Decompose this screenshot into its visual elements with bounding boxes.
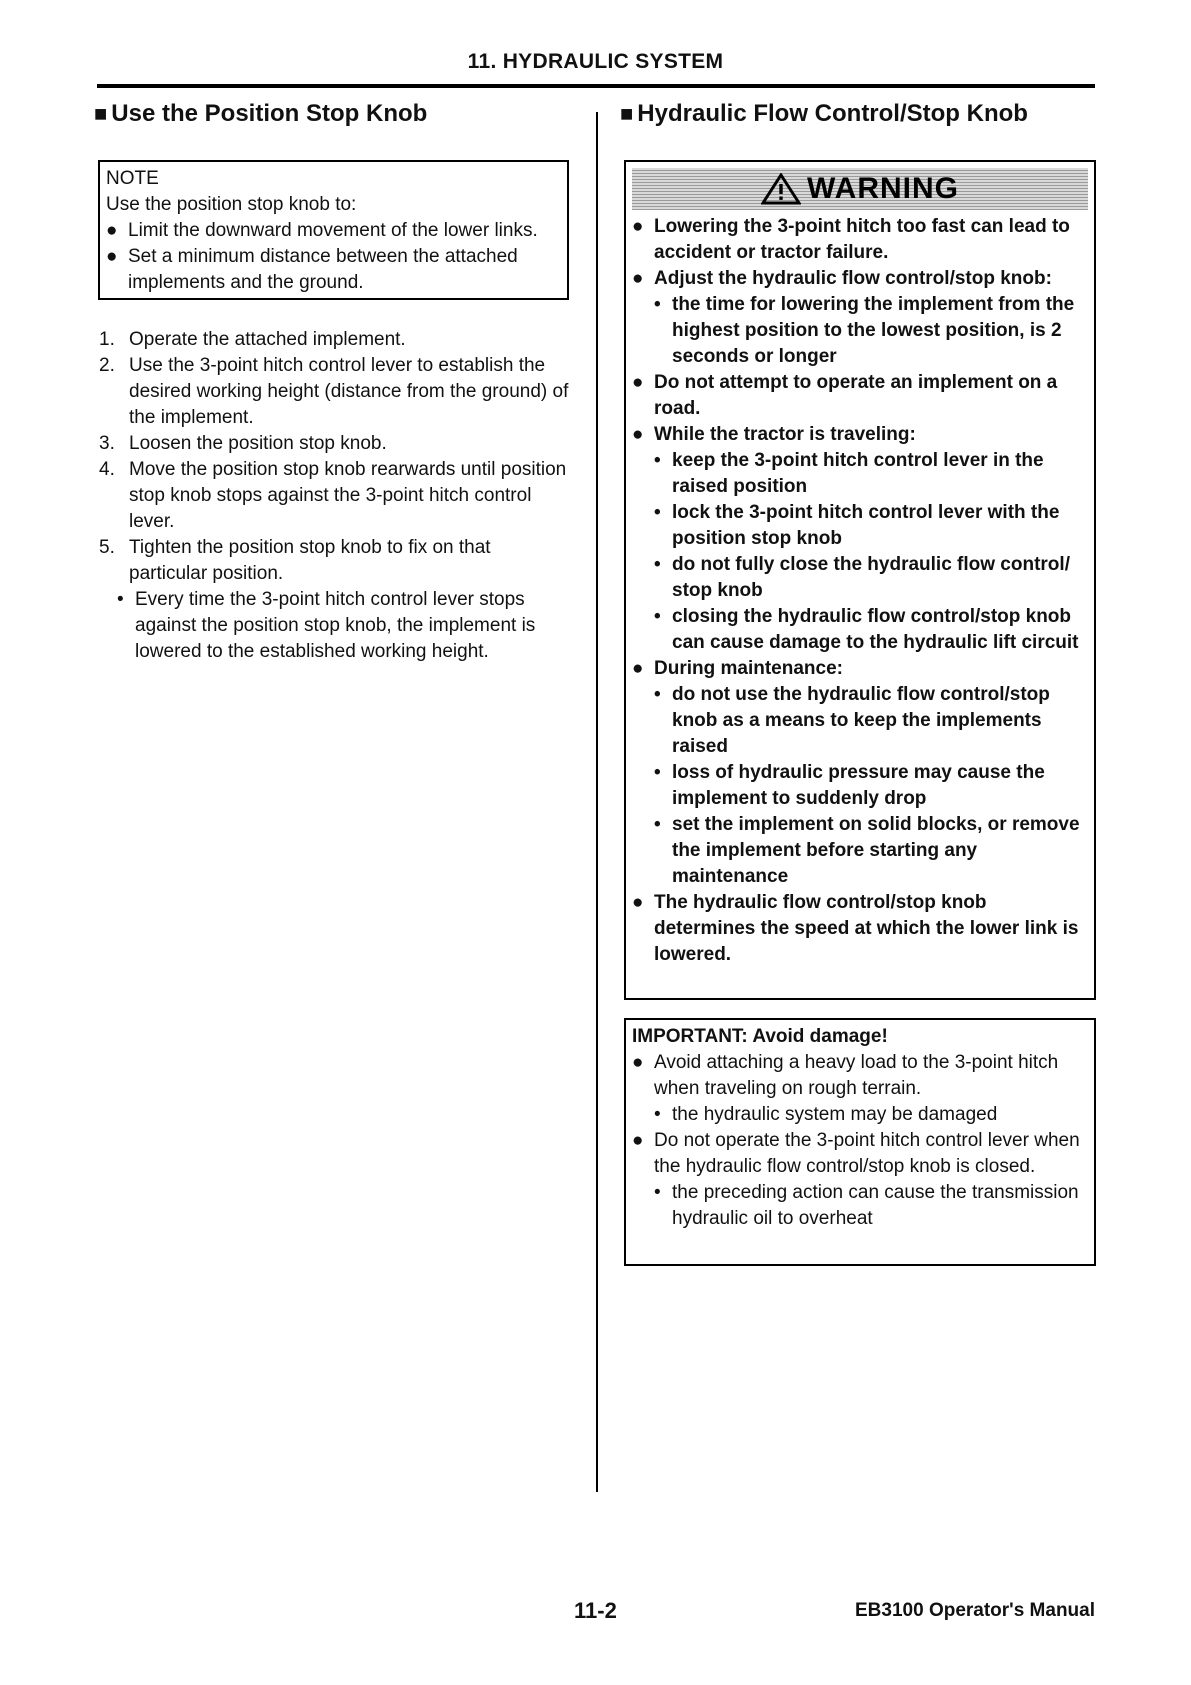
warning-list [626, 214, 1094, 972]
bullet-dot-icon: ● [632, 1052, 644, 1073]
warning-sub-item: • do not use the hydraulic flow control/stop knob as a means to keep the implements raised [654, 684, 1050, 757]
small-bullet-icon: • [654, 502, 661, 523]
small-bullet-icon: • [654, 684, 661, 705]
warning-sub-item: • do not fully close the hydraulic flow control/ stop knob [654, 554, 1070, 601]
warning-sub-item: • loss of hydraulic pressure may cause the implement to suddenly drop [654, 762, 1045, 809]
header-rule [97, 84, 1095, 88]
warning-triangle-icon [761, 173, 801, 205]
small-bullet-icon: • [654, 606, 661, 627]
steps-block [99, 327, 569, 665]
bullet-dot-icon: ● [632, 1130, 644, 1151]
bullet-dot-icon: ● [632, 268, 644, 289]
page-number: 11-2 [574, 1598, 617, 1623]
warning-item: ● Lowering the 3-point hitch too fast can lead to accident or tractor failure. [632, 216, 1070, 263]
warning-item: ● While the tractor is traveling: [632, 422, 1088, 448]
running-header: 11. HYDRAULIC SYSTEM [467, 50, 724, 73]
steps-list [99, 327, 569, 587]
step-item: 5. Tighten the position stop knob to fix on that particular position. [99, 537, 491, 584]
manual-title: EB3100 Operator's Manual [855, 1600, 1095, 1621]
note-intro: Use the position stop knob to: [106, 194, 357, 215]
warning-sub-item: • keep the 3-point hitch control lever in the raised position [654, 450, 1044, 497]
bullet-dot-icon: ● [632, 424, 644, 445]
bullet-dot-icon: ● [632, 372, 644, 393]
bullet-dot-icon: ● [106, 246, 118, 267]
step-item: 4. Move the position stop knob rearwards until position stop knob stops against the 3-point hitch control lever. [99, 459, 567, 532]
bullet-dot-icon: ● [632, 658, 644, 679]
warning-item: ● Do not attempt to operate an implement on a road. [632, 372, 1058, 419]
note-box [98, 160, 569, 300]
bullet-dot-icon: ● [106, 220, 118, 241]
step-item: 1. Operate the attached implement. [99, 329, 406, 350]
small-bullet-icon: • [654, 1104, 661, 1125]
warning-label: WARNING [807, 172, 959, 205]
important-sub-item: • the hydraulic system may be damaged [632, 1102, 1088, 1128]
column-divider [596, 112, 598, 1492]
warning-sub-item: • the time for lowering the implement from the highest position to the lowest position, is 2 seconds or longer [654, 294, 1075, 367]
warning-box [624, 160, 1096, 1000]
right-section-title [620, 100, 1028, 128]
small-bullet-icon: • [654, 814, 661, 835]
right-title-text: Hydraulic Flow Control/Stop Knob [637, 100, 1028, 127]
note-bullet: ● Set a minimum distance between the attached implements and the ground. [106, 246, 518, 293]
important-heading: IMPORTANT: Avoid damage! [632, 1026, 888, 1047]
small-bullet-icon: • [654, 450, 661, 471]
left-section-title [94, 100, 427, 128]
square-bullet-icon: ■ [94, 101, 108, 126]
important-item: ● Avoid attaching a heavy load to the 3-point hitch when traveling on rough terrain. [632, 1052, 1059, 1099]
square-bullet-icon: ■ [620, 101, 634, 126]
warning-item: ● Adjust the hydraulic flow control/stop knob: [632, 266, 1088, 292]
note-heading: NOTE [106, 168, 159, 189]
step-sub-bullet: • Every time the 3-point hitch control lever stops against the position stop knob, the implement is lowered to the established working height. [117, 589, 536, 662]
warning-sub-item: • set the implement on solid blocks, or remove the implement before starting any maintenance [654, 814, 1080, 887]
warning-sub-item: • closing the hydraulic flow control/stop knob can cause damage to the hydraulic lift circuit [654, 606, 1079, 653]
small-bullet-icon: • [654, 1182, 661, 1203]
small-bullet-icon: • [654, 294, 661, 315]
warning-item: ● The hydraulic flow control/stop knob determines the speed at which the lower link is lowered. [632, 892, 1079, 965]
small-bullet-icon: • [654, 762, 661, 783]
note-bullet: ● Limit the downward movement of the lower links. [106, 218, 561, 244]
bullet-dot-icon: ● [632, 892, 644, 913]
left-title-text: Use the Position Stop Knob [111, 100, 428, 127]
warning-sub-item: • lock the 3-point hitch control lever with the position stop knob [654, 502, 1060, 549]
small-bullet-icon: • [117, 589, 124, 610]
warning-item: ● During maintenance: [632, 656, 1088, 682]
bullet-dot-icon: ● [632, 216, 644, 237]
step-item: 3. Loosen the position stop knob. [99, 433, 387, 454]
important-item: ● Do not operate the 3-point hitch control lever when the hydraulic flow control/stop knob is closed. [632, 1130, 1080, 1177]
warning-banner [632, 168, 1088, 210]
important-box [624, 1018, 1096, 1266]
step-item: 2. Use the 3-point hitch control lever to establish the desired working height (distance from the ground) of the implement. [99, 355, 569, 428]
important-sub-item: • the preceding action can cause the transmission hydraulic oil to overheat [654, 1182, 1079, 1229]
small-bullet-icon: • [654, 554, 661, 575]
